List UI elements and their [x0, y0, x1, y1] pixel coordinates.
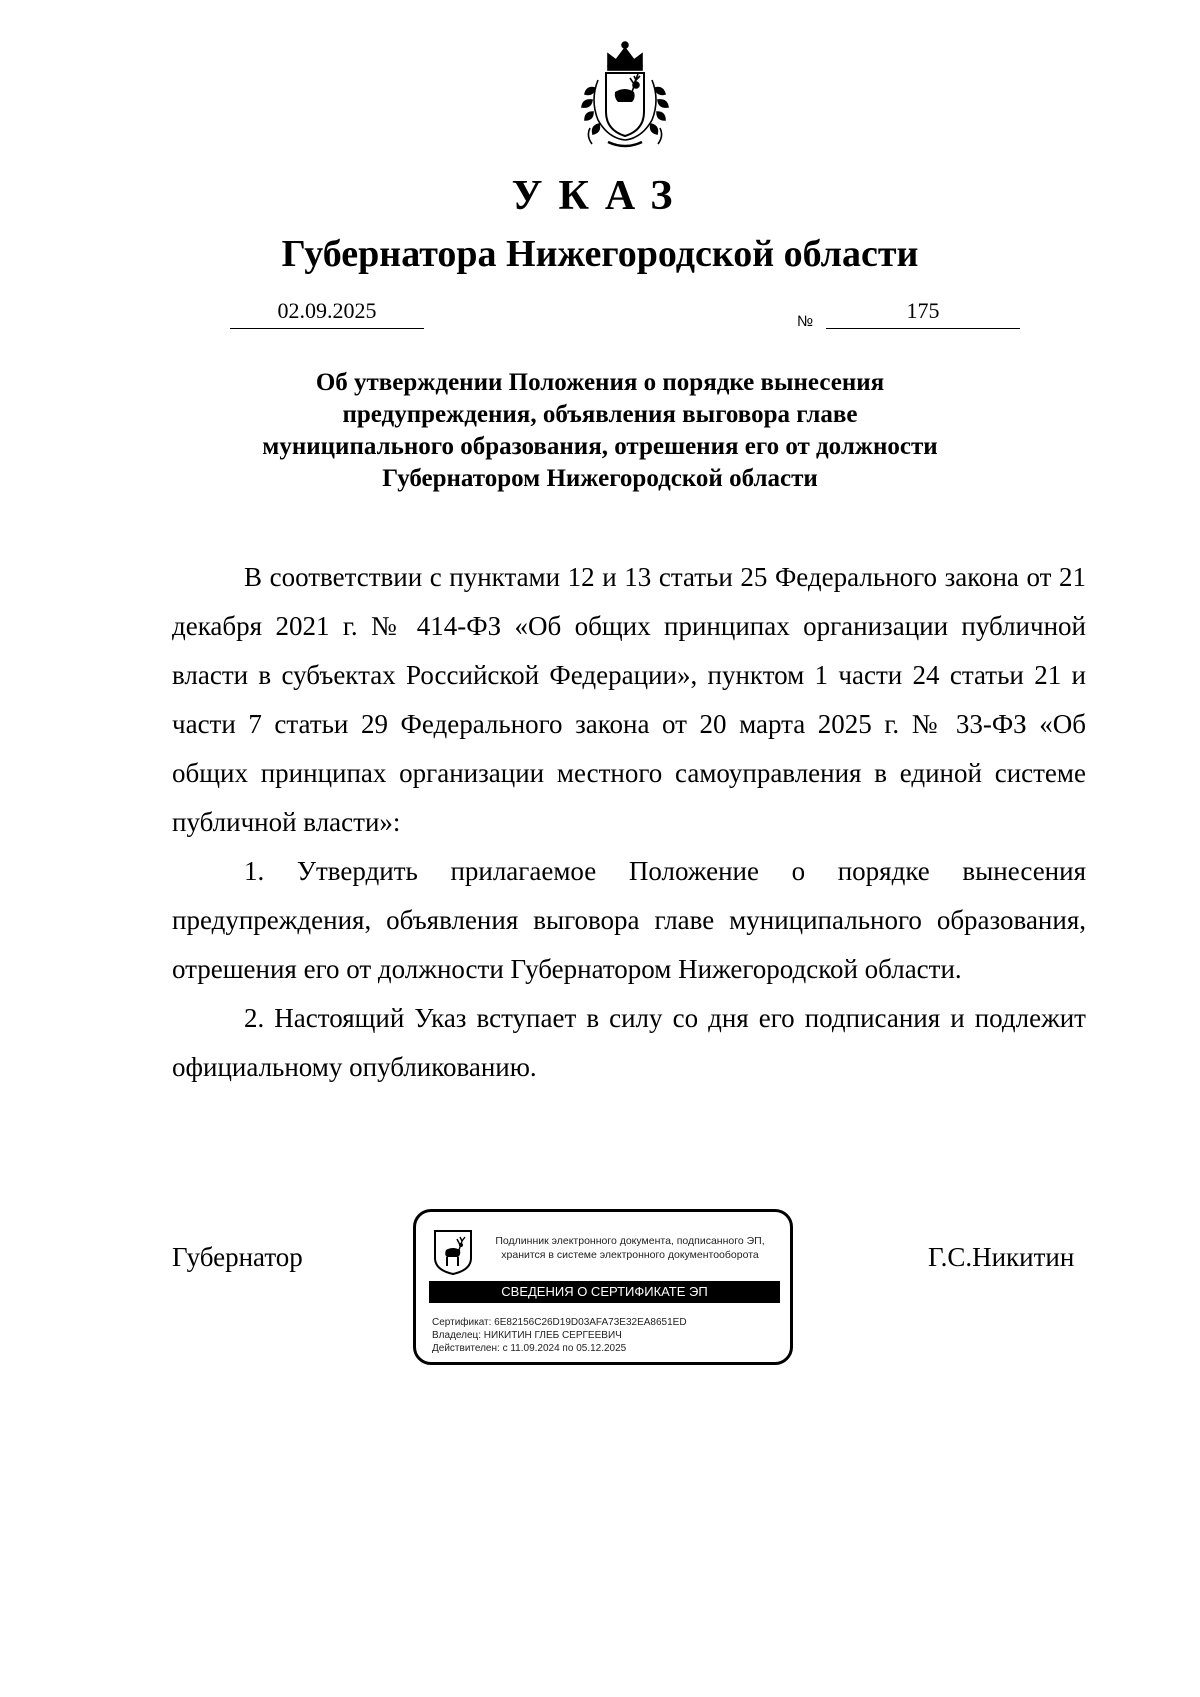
electronic-signature-stamp: [413, 1209, 793, 1365]
issuer-title: Губернатора Нижегородской области: [281, 233, 919, 275]
number-label: №: [797, 313, 814, 330]
certificate-validity: Действителен: с 11.09.2024 по 05.12.2025: [432, 1343, 627, 1354]
stamp-title-bar: СВЕДЕНИЯ О СЕРТИФИКАТЕ ЭП: [429, 1281, 780, 1303]
decree-date: 02.09.2025: [230, 296, 424, 329]
clause-2-paragraph: 2. Настоящий Указ вступает в силу со дня его подписания и подлежит официальному опубликованию.: [172, 1003, 1086, 1082]
nizhny-novgorod-emblem-icon: [432, 1228, 474, 1276]
subject-line: Губернатором Нижегородской области: [382, 465, 818, 492]
decree-number: 175: [826, 296, 1020, 329]
certificate-serial: Сертификат: 6E82156C26D19D03AFA73E32EA8651ED: [432, 1317, 687, 1328]
stamp-note: [478, 1234, 782, 1262]
document-type-title: УКАЗ: [511, 173, 689, 219]
preamble-paragraph: В соответствии с пунктами 12 и 13 статьи 25 Федерального закона от 21 декабря 2021 г. № 414-ФЗ «Об общих принципах организации публичной власти в субъектах Российской Федерации», пунктом 1 части 24 статьи 21 и части 7 статьи 29 Федерального закона от 20 марта 2025 г. № 33-ФЗ «Об общих принципах организации местного самоуправления в единой системе публичной власти»:: [172, 562, 1086, 837]
decree-body: [172, 553, 1086, 1092]
certificate-owner: Владелец: НИКИТИН ГЛЕБ СЕРГЕЕВИЧ: [432, 1330, 622, 1341]
clause-1-paragraph: 1. Утвердить прилагаемое Положение о порядке вынесения предупреждения, объявления выговора главе муниципального образования, отрешения его от должности Губернатором Нижегородской области.: [172, 856, 1086, 984]
stamp-note-line: хранится в системе электронного документооборота: [501, 1249, 759, 1261]
certificate-details: [432, 1316, 687, 1355]
stamp-note-line: Подлинник электронного документа, подписанного ЭП,: [495, 1235, 765, 1247]
subject-line: Об утверждении Положения о порядке вынесения: [315, 369, 885, 396]
coat-of-arms-icon: [568, 40, 682, 148]
signatory-role: Губернатор: [172, 1242, 303, 1272]
subject-line: предупреждения, объявления выговора главе: [342, 401, 858, 428]
decree-subject: [150, 367, 1050, 495]
signatory-name: Г.С.Никитин: [928, 1242, 1075, 1272]
subject-line: муниципального образования, отрешения его от должности: [262, 433, 938, 460]
